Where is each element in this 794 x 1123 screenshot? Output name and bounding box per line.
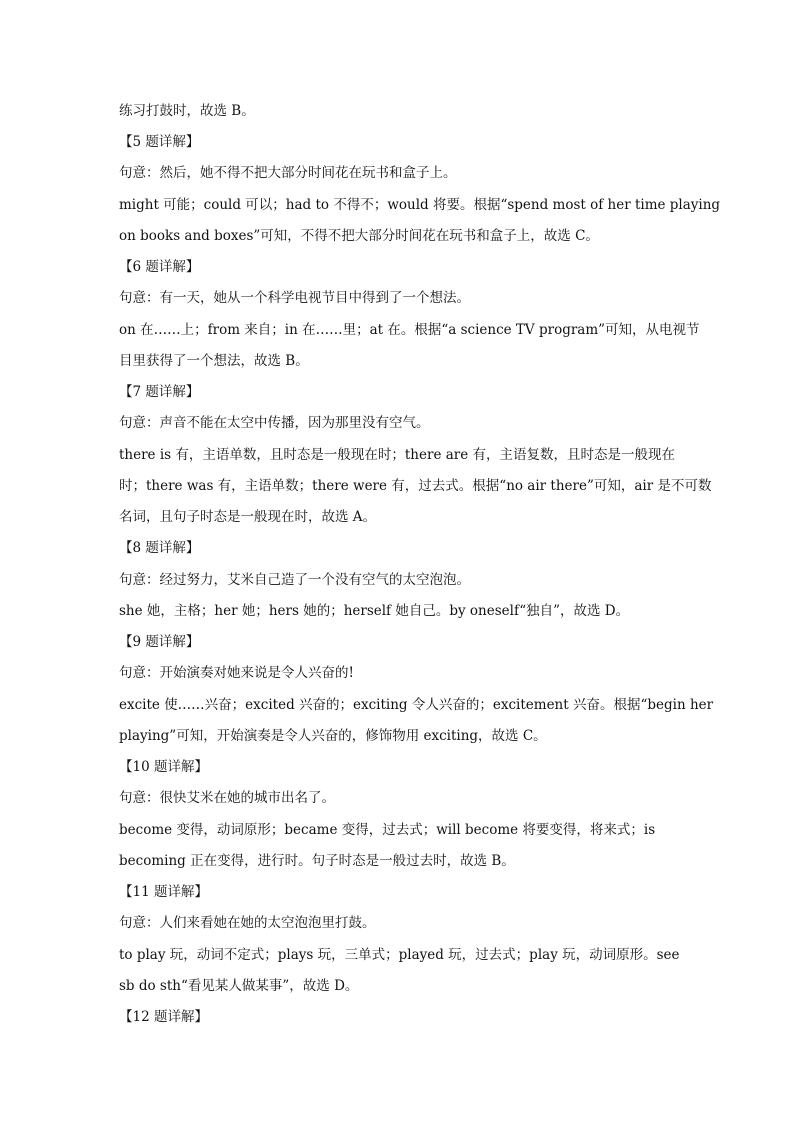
text-line: on 在……上；from 来自；in 在……里；at 在。根据“a science TV program”可知，从电视节: [119, 322, 700, 338]
text-line: 句意：有一天，她从一个科学电视节目中得到了一个想法。: [119, 290, 470, 306]
text-line: 句意：人们来看她在她的太空泡泡里打鼓。: [119, 915, 376, 931]
text-line: 句意：开始演奏对她来说是令人兴奋的!: [119, 665, 354, 681]
section-heading: 【8 题详解】: [119, 540, 200, 556]
text-line: 句意：声音不能在太空中传播，因为那里没有空气。: [119, 415, 430, 431]
text-line: becoming 正在变得，进行时。句子时态是一般过去时，故选 B。: [119, 853, 515, 869]
text-line: 目里获得了一个想法，故选 B。: [119, 353, 309, 369]
text-line: 练习打鼓时，故选 B。: [119, 103, 255, 119]
text-line: playing”可知，开始演奏是令人兴奋的，修饰物用 exciting，故选 C。: [119, 728, 547, 744]
section-heading: 【7 题详解】: [119, 384, 200, 400]
section-heading: 【6 题详解】: [119, 259, 200, 275]
text-line: sb do sth“看见某人做某事”，故选 D。: [119, 978, 359, 994]
section-heading: 【11 题详解】: [119, 884, 208, 900]
text-line: 句意：经过努力，艾米自己造了一个没有空气的太空泡泡。: [119, 572, 470, 588]
text-line: she 她，主格；her 她；hers 她的；herself 她自己。by oneself“独自”，故选 D。: [119, 603, 630, 619]
text-line: become 变得，动词原形；became 变得，过去式；will become 将要变得，将来式；is: [119, 822, 656, 838]
section-heading: 【5 题详解】: [119, 134, 200, 150]
text-line: 名词，且句子时态是一般现在时，故选 A。: [119, 509, 377, 525]
section-heading: 【12 题详解】: [119, 1009, 208, 1025]
text-line: might 可能；could 可以；had to 不得不；would 将要。根据“spend most of her time playing: [119, 197, 721, 213]
text-line: excite 使……兴奋；excited 兴奋的；exciting 令人兴奋的；excitement 兴奋。根据“begin her: [119, 697, 714, 713]
text-line: to play 玩，动词不定式；plays 玩，三单式；played 玩，过去式；play 玩，动词原形。see: [119, 947, 680, 963]
text-line: 句意：然后，她不得不把大部分时间花在玩书和盒子上。: [119, 165, 457, 181]
section-heading: 【10 题详解】: [119, 759, 208, 775]
section-heading: 【9 题详解】: [119, 634, 200, 650]
text-line: 时；there was 有，主语单数；there were 有，过去式。根据“no air there”可知，air 是不可数: [119, 478, 712, 494]
text-line: 句意：很快艾米在她的城市出名了。: [119, 790, 335, 806]
text-line: there is 有，主语单数，且时态是一般现在时；there are 有，主语复数，且时态是一般现在: [119, 447, 676, 463]
text-line: on books and boxes”可知，不得不把大部分时间花在玩书和盒子上，故选 C。: [119, 228, 599, 244]
